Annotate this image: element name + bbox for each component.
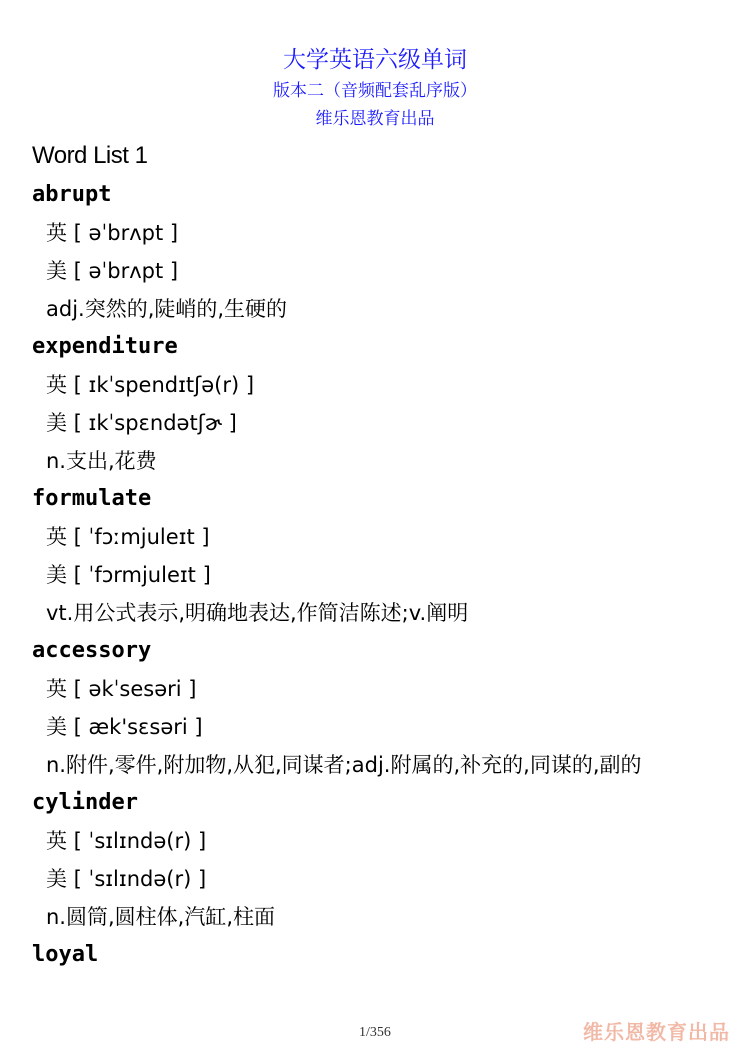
document-subtitle: 版本二（音频配套乱序版）	[273, 81, 477, 101]
us-pronunciation: 美 [ əˈbrʌpt ]	[46, 259, 179, 283]
uk-pronunciation: 英 [ əˈbrʌpt ]	[46, 221, 179, 245]
word-list	[0, 176, 750, 974]
word-entry	[0, 176, 750, 328]
us-pronunciation: 美 [ ˈsɪlɪndə(r) ]	[46, 867, 207, 891]
headword: accessory	[32, 638, 152, 663]
publisher-line: 维乐恩教育出品	[315, 109, 435, 129]
headword: formulate	[32, 486, 152, 511]
uk-pronunciation: 英 [ ˈsɪlɪndə(r) ]	[46, 829, 207, 853]
definition: adj.突然的,陡峭的,生硬的	[46, 297, 288, 321]
definition: n.附件,零件,附加物,从犯,同谋者;adj.附属的,补充的,同谋的,副的	[46, 753, 642, 777]
page-number: 1/356	[359, 1025, 391, 1040]
word-entry	[0, 632, 750, 784]
word-entry	[0, 784, 750, 936]
word-entry	[0, 936, 750, 974]
uk-pronunciation: 英 [ ˈfɔːmjuleɪt ]	[46, 525, 210, 549]
word-entry	[0, 480, 750, 632]
definition: vt.用公式表示,明确地表达,作简洁陈述;v.阐明	[46, 601, 469, 625]
headword: loyal	[32, 942, 99, 967]
us-pronunciation: 美 [ ɪkˈspɛndətʃɚ ]	[46, 411, 237, 435]
word-entry	[0, 328, 750, 480]
us-pronunciation: 美 [ æk'sɛsəri ]	[46, 715, 203, 739]
us-pronunciation: 美 [ ˈfɔrmjuleɪt ]	[46, 563, 211, 587]
publisher-watermark: 维乐恩教育出品	[583, 1020, 730, 1044]
definition: n.支出,花费	[46, 449, 157, 473]
uk-pronunciation: 英 [ ɪkˈspendɪtʃə(r) ]	[46, 373, 255, 397]
definition: n.圆筒,圆柱体,汽缸,柱面	[46, 905, 276, 929]
headword: abrupt	[32, 182, 112, 207]
word-list-heading: Word List 1	[32, 142, 148, 169]
uk-pronunciation: 英 [ əkˈsesəri ]	[46, 677, 197, 701]
document-title: 大学英语六级单词	[283, 47, 467, 73]
headword: cylinder	[32, 790, 138, 815]
headword: expenditure	[32, 334, 178, 359]
